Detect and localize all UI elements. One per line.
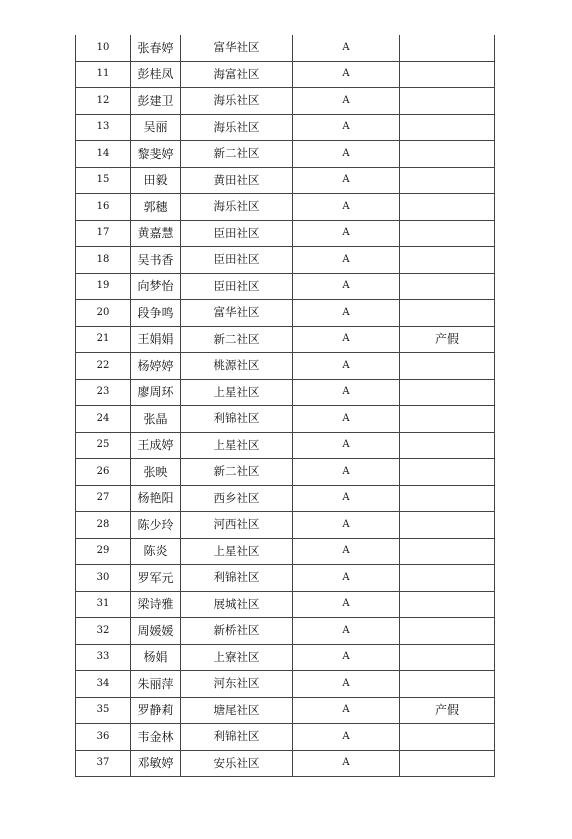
cell-community: 海乐社区 <box>181 114 293 141</box>
cell-note <box>400 459 495 486</box>
cell-community: 上寮社区 <box>181 644 293 671</box>
cell-grade: A <box>293 114 400 141</box>
cell-number: 25 <box>76 432 131 459</box>
cell-name: 廖周环 <box>131 379 181 406</box>
cell-name: 朱丽萍 <box>131 671 181 698</box>
cell-name: 张映 <box>131 459 181 486</box>
cell-note <box>400 88 495 115</box>
cell-community: 海乐社区 <box>181 194 293 221</box>
cell-community: 桃源社区 <box>181 353 293 380</box>
cell-number: 32 <box>76 618 131 645</box>
cell-name: 黄嘉慧 <box>131 220 181 247</box>
cell-number: 12 <box>76 88 131 115</box>
cell-note <box>400 565 495 592</box>
cell-note <box>400 35 495 61</box>
cell-number: 16 <box>76 194 131 221</box>
cell-number: 26 <box>76 459 131 486</box>
cell-note <box>400 61 495 88</box>
cell-number: 35 <box>76 697 131 724</box>
cell-number: 34 <box>76 671 131 698</box>
cell-community: 利锦社区 <box>181 724 293 751</box>
cell-name: 韦金林 <box>131 724 181 751</box>
cell-name: 罗军元 <box>131 565 181 592</box>
cell-name: 王娟娟 <box>131 326 181 353</box>
cell-community: 利锦社区 <box>181 565 293 592</box>
cell-name: 张春婷 <box>131 35 181 61</box>
cell-community: 利锦社区 <box>181 406 293 433</box>
cell-name: 杨婷婷 <box>131 353 181 380</box>
cell-community: 西乡社区 <box>181 485 293 512</box>
cell-grade: A <box>293 671 400 698</box>
cell-community: 展城社区 <box>181 591 293 618</box>
cell-note: 产假 <box>400 326 495 353</box>
cell-note <box>400 379 495 406</box>
cell-number: 14 <box>76 141 131 168</box>
cell-grade: A <box>293 35 400 61</box>
cell-note <box>400 406 495 433</box>
cell-name: 吴丽 <box>131 114 181 141</box>
cell-note <box>400 538 495 565</box>
cell-name: 段争鸣 <box>131 300 181 327</box>
cell-number: 23 <box>76 379 131 406</box>
cell-note <box>400 750 495 777</box>
cell-note <box>400 114 495 141</box>
table-row <box>76 697 495 724</box>
cell-name: 彭建卫 <box>131 88 181 115</box>
cell-grade: A <box>293 644 400 671</box>
cell-grade: A <box>293 618 400 645</box>
cell-number: 19 <box>76 273 131 300</box>
cell-community: 上星社区 <box>181 379 293 406</box>
table-row <box>76 591 495 618</box>
table-row <box>76 300 495 327</box>
table-row <box>76 35 495 61</box>
table-row <box>76 141 495 168</box>
cell-grade: A <box>293 379 400 406</box>
cell-name: 吴书香 <box>131 247 181 274</box>
cell-number: 33 <box>76 644 131 671</box>
cell-name: 田毅 <box>131 167 181 194</box>
table-row <box>76 353 495 380</box>
cell-community: 新二社区 <box>181 141 293 168</box>
cell-name: 彭桂凤 <box>131 61 181 88</box>
table-row <box>76 167 495 194</box>
cell-number: 21 <box>76 326 131 353</box>
cell-community: 河西社区 <box>181 512 293 539</box>
cell-community: 富华社区 <box>181 300 293 327</box>
cell-grade: A <box>293 326 400 353</box>
cell-community: 新桥社区 <box>181 618 293 645</box>
cell-community: 河东社区 <box>181 671 293 698</box>
cell-number: 29 <box>76 538 131 565</box>
cell-name: 张晶 <box>131 406 181 433</box>
cell-note <box>400 724 495 751</box>
cell-grade: A <box>293 167 400 194</box>
cell-number: 18 <box>76 247 131 274</box>
cell-name: 邓敏婷 <box>131 750 181 777</box>
cell-note <box>400 167 495 194</box>
cell-note <box>400 432 495 459</box>
cell-grade: A <box>293 512 400 539</box>
table-row <box>76 485 495 512</box>
cell-community: 新二社区 <box>181 459 293 486</box>
cell-number: 15 <box>76 167 131 194</box>
cell-note <box>400 220 495 247</box>
cell-number: 37 <box>76 750 131 777</box>
cell-grade: A <box>293 273 400 300</box>
table-row <box>76 88 495 115</box>
cell-grade: A <box>293 300 400 327</box>
cell-grade: A <box>293 750 400 777</box>
table-row <box>76 644 495 671</box>
cell-number: 10 <box>76 35 131 61</box>
cell-community: 臣田社区 <box>181 220 293 247</box>
cell-name: 郭穗 <box>131 194 181 221</box>
cell-community: 黄田社区 <box>181 167 293 194</box>
cell-grade: A <box>293 61 400 88</box>
cell-community: 新二社区 <box>181 326 293 353</box>
cell-note <box>400 671 495 698</box>
cell-note <box>400 618 495 645</box>
cell-note <box>400 247 495 274</box>
cell-number: 13 <box>76 114 131 141</box>
cell-community: 塘尾社区 <box>181 697 293 724</box>
cell-number: 28 <box>76 512 131 539</box>
table-row <box>76 61 495 88</box>
table-row <box>76 114 495 141</box>
cell-grade: A <box>293 538 400 565</box>
cell-note <box>400 273 495 300</box>
cell-number: 31 <box>76 591 131 618</box>
cell-number: 36 <box>76 724 131 751</box>
cell-note <box>400 300 495 327</box>
cell-grade: A <box>293 697 400 724</box>
cell-community: 安乐社区 <box>181 750 293 777</box>
table-row <box>76 618 495 645</box>
table-row <box>76 750 495 777</box>
table-row <box>76 220 495 247</box>
cell-number: 20 <box>76 300 131 327</box>
table-row <box>76 379 495 406</box>
cell-name: 王成婷 <box>131 432 181 459</box>
table-row <box>76 406 495 433</box>
table-row <box>76 724 495 751</box>
cell-grade: A <box>293 141 400 168</box>
cell-note <box>400 141 495 168</box>
cell-note <box>400 512 495 539</box>
roster-table <box>75 35 495 777</box>
cell-grade: A <box>293 194 400 221</box>
cell-name: 向梦怡 <box>131 273 181 300</box>
cell-name: 杨艳阳 <box>131 485 181 512</box>
cell-grade: A <box>293 406 400 433</box>
cell-name: 陈少玲 <box>131 512 181 539</box>
cell-name: 梁诗雅 <box>131 591 181 618</box>
cell-name: 杨娟 <box>131 644 181 671</box>
cell-community: 海富社区 <box>181 61 293 88</box>
cell-name: 罗静莉 <box>131 697 181 724</box>
cell-community: 海乐社区 <box>181 88 293 115</box>
cell-note: 产假 <box>400 697 495 724</box>
table-row <box>76 432 495 459</box>
table-row <box>76 273 495 300</box>
cell-grade: A <box>293 88 400 115</box>
cell-grade: A <box>293 724 400 751</box>
cell-number: 11 <box>76 61 131 88</box>
cell-name: 周媛媛 <box>131 618 181 645</box>
cell-community: 上星社区 <box>181 432 293 459</box>
table-row <box>76 512 495 539</box>
cell-note <box>400 591 495 618</box>
cell-grade: A <box>293 432 400 459</box>
cell-note <box>400 485 495 512</box>
cell-grade: A <box>293 220 400 247</box>
table-row <box>76 671 495 698</box>
table-row <box>76 459 495 486</box>
cell-grade: A <box>293 565 400 592</box>
cell-note <box>400 644 495 671</box>
cell-community: 上星社区 <box>181 538 293 565</box>
cell-community: 臣田社区 <box>181 247 293 274</box>
cell-name: 陈炎 <box>131 538 181 565</box>
table-row <box>76 247 495 274</box>
cell-grade: A <box>293 353 400 380</box>
cell-number: 24 <box>76 406 131 433</box>
cell-grade: A <box>293 459 400 486</box>
roster-table-body <box>76 35 495 777</box>
cell-grade: A <box>293 591 400 618</box>
table-row <box>76 565 495 592</box>
cell-note <box>400 194 495 221</box>
table-row <box>76 194 495 221</box>
cell-community: 富华社区 <box>181 35 293 61</box>
cell-note <box>400 353 495 380</box>
table-row <box>76 538 495 565</box>
cell-number: 27 <box>76 485 131 512</box>
table-row <box>76 326 495 353</box>
cell-number: 17 <box>76 220 131 247</box>
cell-grade: A <box>293 485 400 512</box>
cell-grade: A <box>293 247 400 274</box>
cell-number: 22 <box>76 353 131 380</box>
cell-community: 臣田社区 <box>181 273 293 300</box>
cell-number: 30 <box>76 565 131 592</box>
cell-name: 黎斐婷 <box>131 141 181 168</box>
